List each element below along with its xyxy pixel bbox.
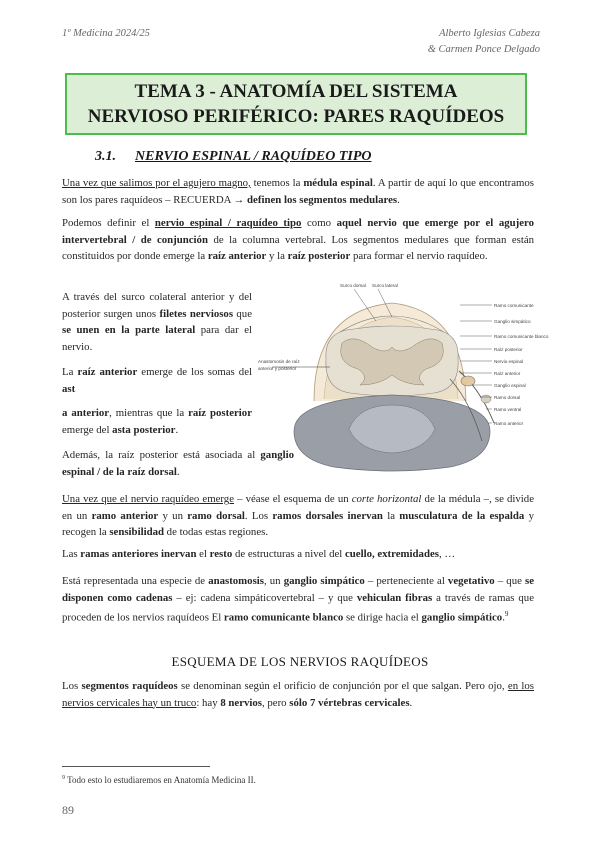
figure-right-label: Ganglio espinal (494, 383, 526, 388)
p6-text: Además, la raíz posterior está asociada al (62, 449, 261, 461)
footnote-ref: 9 (504, 610, 509, 618)
figure-right-label: Raíz posterior (494, 347, 523, 352)
p4-bold: ast (62, 382, 76, 395)
p2-term: nervio espinal / raquídeo tipo (154, 217, 302, 229)
p9-text: – ej: cadena simpáticovertebral – y que (172, 591, 357, 604)
p3-text: que (233, 307, 252, 320)
p9-text: . (502, 611, 505, 624)
p10-text: Los (62, 680, 82, 692)
p7-bold: ramo anterior (91, 509, 159, 522)
p5-bold: a anterior (62, 407, 110, 419)
p10-bold: 8 nervios (220, 696, 262, 709)
p3-text: A través del surco colateral anterior y del posterior surgen unos (62, 291, 252, 320)
figure-right-label: Ramo anterior (494, 421, 524, 426)
p10-underlined: en los nervios cervicales hay un truco (62, 680, 534, 709)
p10-text: , pero (262, 696, 290, 709)
paragraph-7 (62, 491, 534, 541)
footnote-divider (62, 766, 210, 767)
p9-bold: ramo comunicante blanco (223, 611, 344, 624)
scheme-heading: ESQUEMA DE LOS NERVIOS RAQUÍDEOS (171, 654, 429, 669)
p2-text: y la (266, 250, 288, 262)
p7-bold: ramo dorsal (187, 509, 245, 522)
section-heading (95, 149, 372, 165)
p8-bold: ramas anteriores inervan (80, 548, 197, 560)
header-course: 1º Medicina 2024/25 (62, 28, 150, 39)
figure-right-label: Ganglio simpático (494, 319, 531, 324)
header-author-1: Alberto Iglesias Cabeza (439, 28, 540, 39)
p2-text: para formar el nervio raquídeo. (350, 250, 488, 262)
figure-top-label-1: Surco dorsal (340, 283, 366, 288)
figure-right-label: Ramo dorsal (494, 395, 521, 400)
paragraph-9 (62, 573, 534, 626)
p3-bold: se unen en la parte lateral (62, 324, 196, 336)
p6-bold: ganglio espinal / de la raíz dorsal (62, 449, 294, 478)
p2-bold: raíz posterior (287, 250, 351, 262)
p7-text: . Los (244, 509, 273, 522)
p9-bold: ganglio simpático (283, 575, 365, 587)
section-number: 3.1. (95, 149, 116, 164)
p9-bold: se disponen como cadenas (62, 575, 534, 604)
p7-text: de todas estas regiones. (163, 526, 269, 538)
p9-text: – perteneciente al (364, 575, 448, 587)
p10-text: se denominan según el orificio de conjunción por el que salgan. Pero ojo, (177, 680, 508, 692)
p6-text: . (176, 465, 180, 478)
p9-bold: vehiculan fibras (356, 591, 433, 604)
footnote-text: Todo esto lo estudiaremos en Anatomía Medicina II. (65, 775, 256, 785)
figure-right-label: Ramo ventral (494, 407, 522, 412)
p8-text: el (196, 548, 210, 560)
p9-bold: anastomosis (208, 575, 264, 587)
chapter-title-line-1: TEMA 3 - ANATOMÍA DEL SISTEMA (134, 81, 458, 102)
p1-bold: médula espinal (303, 177, 373, 189)
p5-text: . (175, 423, 179, 436)
p5-bold: raíz posterior (188, 407, 252, 419)
footnote (62, 775, 256, 785)
footnote-number: 9 (62, 775, 65, 781)
p8-bold: resto (209, 548, 233, 560)
spinal-cord-cross-section-diagram (254, 281, 549, 481)
figure-top-label-2: Surco lateral (372, 283, 398, 288)
p2-text: Podemos definir el (62, 217, 155, 229)
p2-definition: aquel nervio que emerge por el agujero intervertebral / de conjunción (62, 217, 535, 246)
chapter-title-line-2: NERVIOSO PERIFÉRICO: PARES RAQUÍDEOS (87, 106, 505, 127)
p1-text: tenemos la (250, 177, 304, 189)
spinal-nerve-figure (254, 281, 549, 481)
p4-text: La (62, 366, 78, 378)
p5-bold: asta posterior (112, 423, 176, 436)
p10-text: . (409, 696, 413, 709)
p8-bold: cuello, extremidades (344, 548, 439, 560)
p1-underlined: Una vez que salimos por el agujero magno, (62, 177, 251, 189)
header-author-2: & Carmen Ponce Delgado (427, 44, 540, 55)
p7-text: – véase el esquema de un (233, 493, 352, 505)
p7-text: y recogen la (62, 509, 534, 538)
paragraph-4 (62, 364, 252, 397)
figure-right-label: Nervio espinal (494, 359, 524, 364)
p5-text: , mientras que la (109, 407, 189, 419)
p9-text: a través de ramas que proceden de los nervios raquídeos El (62, 591, 534, 624)
p10-bold: segmentos raquídeos (81, 680, 178, 692)
p9-bold: vegetativo (447, 575, 495, 587)
p2-text: de la columna vertebral. Los segmentos medulares que forman están constituidos por donde emerge la (62, 233, 535, 262)
p3-bold: filetes nerviosos (159, 307, 234, 320)
section-title: NERVIO ESPINAL / RAQUÍDEO TIPO (135, 149, 372, 164)
paragraph-2 (62, 215, 534, 265)
p9-text: Está representada una especie de (62, 575, 209, 587)
p10-text: : hay (196, 696, 221, 709)
figure-right-label: Ramo comunicante (494, 303, 534, 308)
paragraph-1 (62, 175, 534, 208)
figure-right-label: Raíz anterior (494, 371, 521, 376)
p7-bold: sensibilidad (109, 526, 164, 538)
p2-bold: raíz anterior (207, 250, 267, 262)
p1-bold: definen los segmentos medulares (247, 193, 398, 206)
figure-left-label-2: anterior y posterior (258, 366, 297, 371)
p7-italic: corte horizontal (351, 493, 422, 505)
paragraph-8 (62, 546, 534, 563)
p1-text: . (397, 193, 400, 206)
p7-text: la (382, 509, 400, 522)
p7-text: de la médula –, se divide en un (62, 493, 534, 522)
figure-right-label: Ramo comunicante blanco (494, 334, 549, 339)
p4-bold: raíz anterior (77, 366, 138, 378)
p4-text: emerge de los somas del (137, 366, 252, 378)
p8-text: de estructuras a nivel del (232, 548, 345, 560)
p9-bold: ganglio simpático (421, 611, 503, 624)
paragraph-5 (62, 405, 252, 438)
p7-bold: musculatura de la espalda (399, 509, 525, 522)
p9-text: se dirige hacia el (343, 611, 422, 624)
p3-text: para dar el nervio. (62, 324, 252, 353)
paragraph-10 (62, 678, 534, 711)
p7-bold: ramos dorsales inervan (272, 509, 383, 522)
p7-text: y un (158, 509, 188, 522)
chapter-title-box (65, 73, 527, 135)
p1-text: . A partir de aquí lo que encontramos son los pares raquídeos – RECUERDA → (62, 177, 534, 206)
p9-text: – que (494, 575, 525, 587)
p8-text: Las (62, 548, 81, 560)
p10-bold: sólo 7 vértebras cervicales (289, 696, 410, 709)
p2-text: como (301, 217, 337, 229)
p7-underlined: Una vez que el nervio raquídeo emerge (62, 493, 234, 505)
p5-text: emerge del (62, 423, 113, 436)
p8-text: , … (438, 548, 456, 560)
paragraph-3 (62, 289, 252, 355)
p9-text: , un (263, 575, 284, 587)
header-authors (428, 26, 540, 58)
page-number: 89 (62, 803, 74, 817)
figure-left-label-1: Anastomosis de raíz (258, 359, 300, 364)
